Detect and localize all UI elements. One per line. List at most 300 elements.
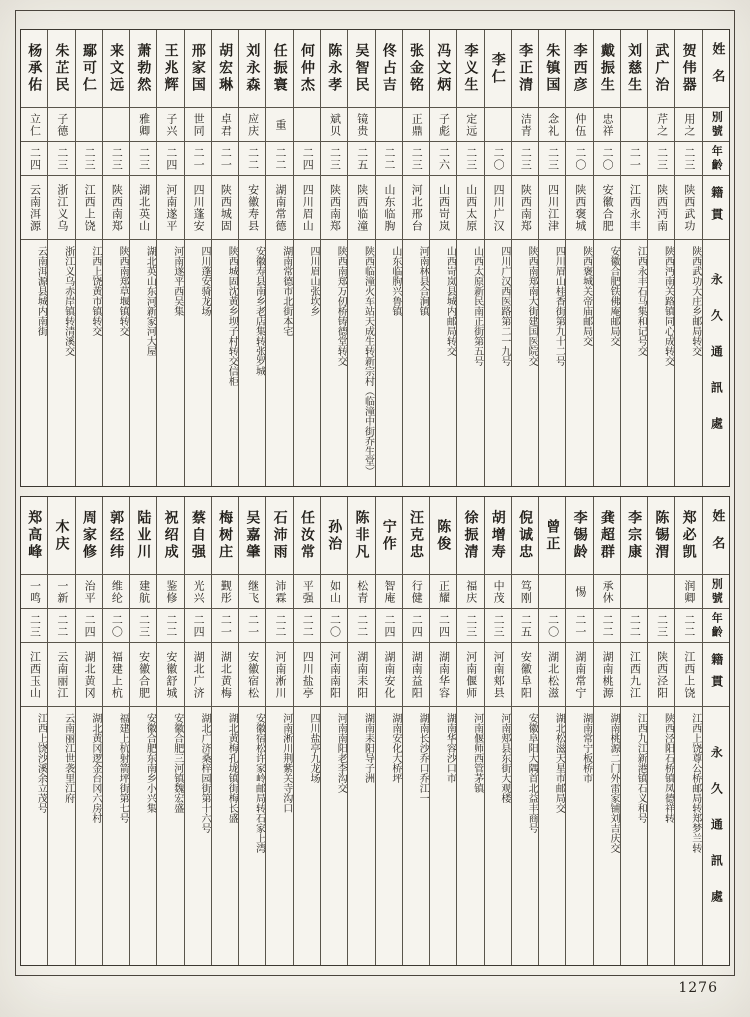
person-column — [211, 497, 238, 965]
person-name-cell: 陈非凡 — [348, 497, 374, 575]
person-name-cell: 陈俊 — [430, 497, 456, 575]
person-alias-cell — [376, 108, 402, 142]
person-column — [538, 497, 565, 965]
person-origin-cell: 安徽寿县 — [239, 176, 265, 240]
person-name-cell: 任汝常 — [294, 497, 320, 575]
person-address-cell: 江西上饶黄市镇转交 — [89, 246, 101, 336]
person-name-cell: 李义生 — [457, 30, 483, 108]
person-column — [293, 30, 320, 486]
person-alias-cell: 惕 — [566, 575, 592, 609]
person-origin-cell: 江西玉山 — [21, 643, 47, 707]
person-alias-cell — [76, 108, 102, 142]
header-name-cell: 姓名 — [703, 30, 729, 108]
person-address-cell: 湖南华容沙口市 — [444, 713, 456, 783]
person-address-cell: 湖北松滋天星市邮局交 — [553, 713, 565, 813]
person-column — [75, 30, 102, 486]
person-age-cell: 二四 — [76, 609, 102, 643]
person-age-cell: 二四 — [294, 142, 320, 176]
person-alias-cell: 智庵 — [376, 575, 402, 609]
person-name-cell: 汪克忠 — [403, 497, 429, 575]
person-alias-cell: 行健 — [403, 575, 429, 609]
person-address-cell: 陕西南郑万仞桥铸德堂转交 — [335, 246, 347, 366]
page-number: 1276 — [678, 980, 718, 996]
person-origin-cell: 山东临朐 — [376, 176, 402, 240]
person-origin-cell: 陕西城固 — [212, 176, 238, 240]
person-origin-cell: 江西永丰 — [621, 176, 647, 240]
person-origin-cell: 福建上杭 — [103, 643, 129, 707]
person-alias-cell — [648, 575, 674, 609]
person-name-cell: 任振寰 — [266, 30, 292, 108]
header-age-cell: 年齡 — [703, 142, 729, 176]
person-name-cell: 曾正 — [539, 497, 565, 575]
person-age-cell: 二三 — [457, 142, 483, 176]
person-alias-cell: 觐彤 — [212, 575, 238, 609]
person-alias-cell: 正耀 — [430, 575, 456, 609]
directory-table-lower — [20, 496, 730, 966]
person-address-cell: 湖南安化大桥坪 — [389, 713, 401, 783]
person-address-cell: 河南偃师西管茅镇 — [471, 713, 483, 793]
header-alias-cell: 別號 — [703, 575, 729, 609]
person-origin-cell: 湖南常宁 — [566, 643, 592, 707]
person-origin-cell: 陕西泾阳 — [648, 643, 674, 707]
person-address-cell: 湖南长沙乔口乔江一 — [417, 713, 429, 803]
person-column — [565, 497, 592, 965]
person-age-cell: 二四 — [157, 142, 183, 176]
person-alias-cell: 重 — [266, 108, 292, 142]
person-alias-cell — [621, 575, 647, 609]
person-name-cell: 杨承佑 — [21, 30, 47, 108]
person-origin-cell: 湖南华容 — [430, 643, 456, 707]
person-age-cell: 二三 — [485, 609, 511, 643]
person-name-cell: 倪诚忠 — [512, 497, 538, 575]
person-alias-cell: 一鸣 — [21, 575, 47, 609]
person-column — [402, 497, 429, 965]
person-column — [47, 497, 74, 965]
person-origin-cell: 江西上饶 — [675, 643, 701, 707]
person-name-cell: 胡增寿 — [485, 497, 511, 575]
person-column — [129, 497, 156, 965]
person-column — [156, 30, 183, 486]
person-column — [593, 497, 620, 965]
person-origin-cell: 浙江义乌 — [48, 176, 74, 240]
person-origin-cell: 湖南安化 — [376, 643, 402, 707]
person-alias-cell: 定远 — [457, 108, 483, 142]
person-address-cell: 山东临朐兴鲁镇 — [389, 246, 401, 316]
person-column — [456, 497, 483, 965]
person-column — [484, 30, 511, 486]
person-age-cell: 二三 — [321, 142, 347, 176]
person-address-cell: 浙江义乌赤岸镇转清溪交 — [62, 246, 74, 356]
person-name-cell: 徐振清 — [457, 497, 483, 575]
person-name-cell: 木庆 — [48, 497, 74, 575]
person-column — [511, 30, 538, 486]
person-alias-cell: 仲伍 — [566, 108, 592, 142]
person-column — [184, 497, 211, 965]
person-column — [538, 30, 565, 486]
person-address-cell: 湖南桃源二门外雷家铺刘吉庆交 — [607, 713, 619, 853]
person-address-cell: 陕西武功大庄乡邮局转交 — [689, 246, 701, 356]
person-address-cell: 陕西褒城关帝庙邮局交 — [580, 246, 592, 346]
person-origin-cell: 安徽宿松 — [239, 643, 265, 707]
person-name-cell: 来文远 — [103, 30, 129, 108]
person-column — [456, 30, 483, 486]
person-column — [238, 497, 265, 965]
person-address-cell: 河南遂平西吴集 — [171, 246, 183, 316]
person-alias-cell: 立仁 — [21, 108, 47, 142]
person-column — [238, 30, 265, 486]
person-origin-cell: 四川江津 — [539, 176, 565, 240]
person-alias-cell: 子兴 — [157, 108, 183, 142]
person-origin-cell: 湖南常德 — [266, 176, 292, 240]
person-alias-cell: 维纶 — [103, 575, 129, 609]
person-age-cell: 二〇 — [539, 609, 565, 643]
person-column — [21, 30, 47, 486]
person-column — [129, 30, 156, 486]
person-address-cell: 湖北广济桑梓园街第十六号 — [198, 713, 210, 833]
person-column — [184, 30, 211, 486]
person-age-cell: 二四 — [403, 609, 429, 643]
person-address-cell: 河南南阳老李沟交 — [335, 713, 347, 793]
person-address-cell: 安徽阜阳大隅首北益丰商号 — [526, 713, 538, 833]
person-origin-cell: 陕西武功 — [675, 176, 701, 240]
person-age-cell: 二二 — [621, 609, 647, 643]
person-column — [429, 30, 456, 486]
person-alias-cell: 子彪 — [430, 108, 456, 142]
header-alias-cell: 別號 — [703, 108, 729, 142]
person-address-cell: 陕西泾阳石桥镇凤德祥转 — [662, 713, 674, 823]
person-origin-cell: 四川广汉 — [485, 176, 511, 240]
person-name-cell: 刘永森 — [239, 30, 265, 108]
person-name-cell: 李正清 — [512, 30, 538, 108]
person-address-cell: 湖南耒阳导子洲 — [362, 713, 374, 783]
person-origin-cell: 湖南益阳 — [403, 643, 429, 707]
person-alias-cell: 建航 — [130, 575, 156, 609]
person-address-cell: 陕西临潼火车站天成生转新宗村（临潼中街乔生堂） — [362, 246, 374, 476]
person-origin-cell: 湖南桃源 — [594, 643, 620, 707]
person-address-cell: 陕西南郑草堰镇转交 — [117, 246, 129, 336]
person-alias-cell: 鉴修 — [157, 575, 183, 609]
person-age-cell: 二一 — [566, 609, 592, 643]
person-origin-cell: 湖北英山 — [130, 176, 156, 240]
person-address-cell: 陕西南郑南大街建国医院交 — [526, 246, 538, 366]
person-age-cell: 二三 — [539, 142, 565, 176]
person-address-cell: 江西永丰石马集和记号交 — [635, 246, 647, 356]
person-address-cell: 陕西沔南关路镇同心成转交 — [662, 246, 674, 366]
person-age-cell: 二二 — [594, 609, 620, 643]
person-age-cell: 二三 — [457, 609, 483, 643]
person-column — [211, 30, 238, 486]
person-age-cell: 二四 — [376, 609, 402, 643]
person-address-cell: 湖南常德市北街本宅 — [280, 246, 292, 336]
person-address-cell: 安徽寿县南乡老店集转张罗城 — [253, 246, 265, 376]
person-name-cell: 武广治 — [648, 30, 674, 108]
person-name-cell: 郭经纬 — [103, 497, 129, 575]
person-alias-cell: 笃刚 — [512, 575, 538, 609]
person-name-cell: 周家修 — [76, 497, 102, 575]
person-column — [320, 497, 347, 965]
person-alias-cell: 一新 — [48, 575, 74, 609]
person-address-cell: 四川眉山桂香街第九十二号 — [553, 246, 565, 366]
person-origin-cell: 河南淅川 — [266, 643, 292, 707]
person-origin-cell: 湖南耒阳 — [348, 643, 374, 707]
person-column — [375, 30, 402, 486]
person-origin-cell: 陕西南郑 — [103, 176, 129, 240]
person-address-cell: 江西上饶沙溪余立茂号 — [35, 713, 47, 813]
person-address-cell: 云南洱源县城内南街 — [35, 246, 47, 336]
person-column — [402, 30, 429, 486]
person-address-cell: 湖北黄冈逻金台冈六房村 — [89, 713, 101, 823]
person-address-cell: 安徽合肥三河镇魏宏盛 — [171, 713, 183, 813]
person-alias-cell: 卓君 — [212, 108, 238, 142]
header-name-cell: 姓名 — [703, 497, 729, 575]
person-name-cell: 鄢可仁 — [76, 30, 102, 108]
person-column — [484, 497, 511, 965]
header-address-cell: 永久通訊處 — [709, 273, 724, 453]
person-column — [347, 497, 374, 965]
person-column — [620, 497, 647, 965]
header-origin-cell: 籍貫 — [703, 643, 729, 707]
person-column — [647, 497, 674, 965]
person-alias-cell — [485, 108, 511, 142]
person-age-cell: 二一 — [212, 609, 238, 643]
person-address-cell: 湖北英山东河新家河大屋 — [144, 246, 156, 356]
person-age-cell: 二三 — [130, 142, 156, 176]
person-alias-cell: 子德 — [48, 108, 74, 142]
person-origin-cell: 湖北黄梅 — [212, 643, 238, 707]
header-column — [702, 497, 729, 965]
header-origin-cell: 籍貫 — [703, 176, 729, 240]
person-age-cell: 二四 — [21, 142, 47, 176]
person-alias-cell: 芹之 — [648, 108, 674, 142]
person-address-cell: 陕西城固沈黄乡坝子村转交信柜 — [226, 246, 238, 386]
person-name-cell: 萧勃然 — [130, 30, 156, 108]
person-name-cell: 刘慈生 — [621, 30, 647, 108]
person-age-cell: 二二 — [157, 609, 183, 643]
person-address-cell: 湖南常宁板桥市 — [580, 713, 592, 783]
person-name-cell: 张金铭 — [403, 30, 429, 108]
person-name-cell: 龚超群 — [594, 497, 620, 575]
person-origin-cell: 陕西褒城 — [566, 176, 592, 240]
person-name-cell: 朱镇国 — [539, 30, 565, 108]
person-age-cell: 二五 — [512, 609, 538, 643]
person-column — [293, 497, 320, 965]
person-address-cell: 云南丽江世袭里江府 — [62, 713, 74, 803]
person-alias-cell: 忠祥 — [594, 108, 620, 142]
person-address-cell: 湖北黄梅孔垅镇街梅长盛 — [226, 713, 238, 823]
person-age-cell: 二〇 — [594, 142, 620, 176]
person-age-cell: 二一 — [621, 142, 647, 176]
person-alias-cell: 应庆 — [239, 108, 265, 142]
person-name-cell: 邢家国 — [185, 30, 211, 108]
person-age-cell: 二三 — [675, 142, 701, 176]
person-origin-cell: 湖北黄冈 — [76, 643, 102, 707]
person-age-cell: 二二 — [675, 609, 701, 643]
page-frame — [15, 10, 735, 976]
person-alias-cell — [294, 108, 320, 142]
person-name-cell: 郑高峰 — [21, 497, 47, 575]
person-column — [21, 497, 47, 965]
person-age-cell: 二三 — [21, 609, 47, 643]
person-address-cell: 江西上饶尊公桥邮局转郑梦兰转 — [689, 713, 701, 853]
person-column — [620, 30, 647, 486]
person-age-cell: 二二 — [348, 609, 374, 643]
person-name-cell: 陆业川 — [130, 497, 156, 575]
person-age-cell: 二一 — [212, 142, 238, 176]
person-alias-cell: 镜贵 — [348, 108, 374, 142]
person-name-cell: 李宗康 — [621, 497, 647, 575]
person-alias-cell: 松青 — [348, 575, 374, 609]
person-column — [647, 30, 674, 486]
person-name-cell: 郑必凯 — [675, 497, 701, 575]
person-alias-cell: 正鼎 — [403, 108, 429, 142]
person-origin-cell: 陕西临潼 — [348, 176, 374, 240]
person-name-cell: 梅树庄 — [212, 497, 238, 575]
person-name-cell: 佟占吉 — [376, 30, 402, 108]
person-name-cell: 冯文炳 — [430, 30, 456, 108]
person-address-cell: 四川蓬安骑龙场 — [198, 246, 210, 316]
person-name-cell: 王兆辉 — [157, 30, 183, 108]
person-age-cell: 二二 — [376, 142, 402, 176]
person-alias-cell: 润卿 — [675, 575, 701, 609]
person-age-cell: 二三 — [648, 609, 674, 643]
person-age-cell: 二三 — [76, 142, 102, 176]
person-address-cell: 安徽宿松许家岭邮局转石家上湾 — [253, 713, 265, 853]
person-age-cell: 二一 — [185, 142, 211, 176]
person-age-cell: 二三 — [130, 609, 156, 643]
person-alias-cell — [539, 575, 565, 609]
person-origin-cell: 安徽阜阳 — [512, 643, 538, 707]
person-origin-cell: 河南遂平 — [157, 176, 183, 240]
person-origin-cell: 湖北松滋 — [539, 643, 565, 707]
person-alias-cell: 治平 — [76, 575, 102, 609]
person-age-cell: 二〇 — [103, 609, 129, 643]
person-name-cell: 胡宏琳 — [212, 30, 238, 108]
person-origin-cell: 河北邢台 — [403, 176, 429, 240]
person-age-cell: 二二 — [266, 609, 292, 643]
person-address-cell: 江西九江新港镇石义和号 — [635, 713, 647, 823]
person-age-cell: 二二 — [239, 142, 265, 176]
person-alias-cell: 斌贝 — [321, 108, 347, 142]
person-alias-cell: 世同 — [185, 108, 211, 142]
person-origin-cell: 云南丽江 — [48, 643, 74, 707]
person-column — [320, 30, 347, 486]
person-column — [674, 30, 701, 486]
person-origin-cell: 河南偃师 — [457, 643, 483, 707]
person-age-cell: 二二 — [294, 609, 320, 643]
header-age-cell: 年齡 — [703, 609, 729, 643]
person-origin-cell: 江西九江 — [621, 643, 647, 707]
person-name-cell: 李西彦 — [566, 30, 592, 108]
person-age-cell: 二六 — [430, 142, 456, 176]
person-name-cell: 蔡自强 — [185, 497, 211, 575]
person-age-cell: 二三 — [48, 142, 74, 176]
person-age-cell: 二三 — [512, 142, 538, 176]
person-age-cell: 二三 — [648, 142, 674, 176]
person-column — [102, 30, 129, 486]
person-column — [429, 497, 456, 965]
person-alias-cell: 光兴 — [185, 575, 211, 609]
person-alias-cell — [621, 108, 647, 142]
person-alias-cell: 中茂 — [485, 575, 511, 609]
person-alias-cell: 如山 — [321, 575, 347, 609]
person-name-cell: 何仲杰 — [294, 30, 320, 108]
person-column — [593, 30, 620, 486]
person-alias-cell: 承休 — [594, 575, 620, 609]
person-column — [265, 497, 292, 965]
person-age-cell: 二二 — [48, 609, 74, 643]
person-origin-cell: 山西岢岚 — [430, 176, 456, 240]
person-origin-cell: 山西太原 — [457, 176, 483, 240]
person-origin-cell: 安徽合肥 — [594, 176, 620, 240]
person-age-cell: 二三 — [103, 142, 129, 176]
person-name-cell: 石沛雨 — [266, 497, 292, 575]
person-name-cell: 陈锡渭 — [648, 497, 674, 575]
person-origin-cell: 江西上饶 — [76, 176, 102, 240]
person-origin-cell: 安徽合肥 — [130, 643, 156, 707]
person-name-cell: 孙治 — [321, 497, 347, 575]
person-origin-cell: 陕西沔南 — [648, 176, 674, 240]
person-origin-cell: 河南南阳 — [321, 643, 347, 707]
header-address-cell: 永久通訊處 — [709, 746, 724, 926]
person-name-cell: 李仁 — [485, 30, 511, 108]
person-alias-cell: 继飞 — [239, 575, 265, 609]
person-column — [511, 497, 538, 965]
person-alias-cell — [103, 108, 129, 142]
person-address-cell: 河南淅川荆紫关寺沟口 — [280, 713, 292, 813]
person-address-cell: 山西太原新民南正街第五号 — [471, 246, 483, 366]
person-age-cell: 二五 — [348, 142, 374, 176]
person-column — [565, 30, 592, 486]
person-alias-cell: 用之 — [675, 108, 701, 142]
person-address-cell: 河南林县合涧镇 — [417, 246, 429, 316]
person-origin-cell: 湖北广济 — [185, 643, 211, 707]
person-address-cell: 四川盐亭九龙场 — [308, 713, 320, 783]
person-alias-cell: 雅卿 — [130, 108, 156, 142]
person-alias-cell: 平强 — [294, 575, 320, 609]
person-name-cell: 吴嘉肇 — [239, 497, 265, 575]
person-name-cell: 戴振生 — [594, 30, 620, 108]
person-age-cell: 二四 — [185, 609, 211, 643]
person-name-cell: 祝绍成 — [157, 497, 183, 575]
person-origin-cell: 陕西南郑 — [321, 176, 347, 240]
person-address-cell: 四川广汉西医路第二一九号 — [498, 246, 510, 366]
person-column — [265, 30, 292, 486]
person-column — [102, 497, 129, 965]
person-name-cell: 李锡龄 — [566, 497, 592, 575]
person-origin-cell: 四川蓬安 — [185, 176, 211, 240]
person-origin-cell: 四川盐亭 — [294, 643, 320, 707]
person-column — [375, 497, 402, 965]
person-column — [347, 30, 374, 486]
person-age-cell: 二一 — [239, 609, 265, 643]
person-name-cell: 贺伟器 — [675, 30, 701, 108]
directory-table-upper — [20, 29, 730, 487]
person-address-cell: 福建上杭射箭坪街第七号 — [117, 713, 129, 823]
person-name-cell: 宁作 — [376, 497, 402, 575]
person-column — [156, 497, 183, 965]
person-alias-cell: 念礼 — [539, 108, 565, 142]
header-column — [702, 30, 729, 486]
person-origin-cell: 四川眉山 — [294, 176, 320, 240]
person-age-cell: 二〇 — [566, 142, 592, 176]
person-age-cell: 二〇 — [321, 609, 347, 643]
person-origin-cell: 云南洱源 — [21, 176, 47, 240]
person-address-cell: 安徽合肥东南乡小兴集 — [144, 713, 156, 813]
person-age-cell: 二四 — [430, 609, 456, 643]
person-origin-cell: 陕西南郑 — [512, 176, 538, 240]
person-age-cell: 二三 — [403, 142, 429, 176]
person-name-cell: 陈永孝 — [321, 30, 347, 108]
